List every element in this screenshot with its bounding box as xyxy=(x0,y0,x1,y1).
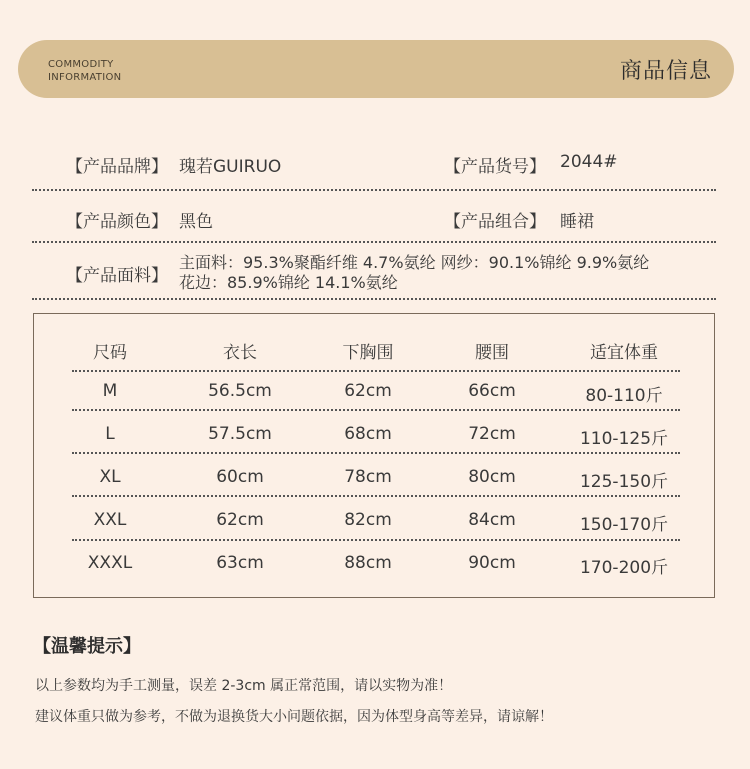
brand-value: 瑰若GUIRUO xyxy=(179,157,282,177)
table-divider xyxy=(72,409,680,411)
fabric-value xyxy=(179,253,649,293)
table-cell: M xyxy=(102,381,118,401)
table-row xyxy=(72,467,680,492)
table-cell: 62cm xyxy=(344,381,392,401)
combo-label: 【产品组合】 xyxy=(444,212,546,232)
table-cell: 68cm xyxy=(344,424,392,444)
table-cell: 82cm xyxy=(344,510,392,530)
table-cell: 80cm xyxy=(468,467,516,487)
table-cell: XL xyxy=(99,467,121,487)
table-cell: XXXL xyxy=(87,553,133,573)
table-row xyxy=(72,424,680,449)
tips-title: 【温馨提示】 xyxy=(33,636,141,657)
table-cell: 72cm xyxy=(468,424,516,444)
divider xyxy=(32,189,716,191)
table-cell: 56.5cm xyxy=(208,381,272,401)
table-cell: 88cm xyxy=(344,553,392,573)
table-header-row xyxy=(72,338,680,363)
table-divider xyxy=(72,539,680,541)
divider xyxy=(32,298,716,300)
table-header-cell: 衣长 xyxy=(223,343,257,363)
info-banner xyxy=(18,40,734,98)
tip-line: 以上参数均为手工测量，误差 2-3cm 属正常范围，请以实物为准！ xyxy=(35,678,453,694)
fabric-line2: 花边：85.9%锦纶 14.1%氨纶 xyxy=(179,273,398,292)
size-table xyxy=(33,313,715,598)
table-row xyxy=(72,553,680,578)
table-cell: 80-110斤 xyxy=(585,386,663,406)
table-cell: 62cm xyxy=(216,510,264,530)
table-row xyxy=(72,510,680,535)
table-cell: XXL xyxy=(93,510,127,530)
brand-label: 【产品品牌】 xyxy=(66,157,168,177)
table-cell: 57.5cm xyxy=(208,424,272,444)
banner-en-line2: INFORMATION xyxy=(48,72,122,83)
table-header-cell: 下胸围 xyxy=(342,343,394,363)
table-header-cell: 适宜体重 xyxy=(590,343,658,363)
table-row xyxy=(72,381,680,406)
fabric-line1: 主面料：95.3%聚酯纤维 4.7%氨纶 网纱：90.1%锦纶 9.9%氨纶 xyxy=(179,253,650,272)
table-header-cell: 尺码 xyxy=(93,343,127,363)
sku-value: 2044# xyxy=(560,152,618,172)
fabric-label: 【产品面料】 xyxy=(66,266,168,286)
table-cell: 78cm xyxy=(344,467,392,487)
table-cell: 110-125斤 xyxy=(579,429,669,449)
table-cell: 63cm xyxy=(216,553,264,573)
sku-label: 【产品货号】 xyxy=(444,157,546,177)
table-header-cell: 腰围 xyxy=(475,343,509,363)
table-cell: 84cm xyxy=(468,510,516,530)
table-cell: 125-150斤 xyxy=(579,472,669,492)
table-cell: L xyxy=(105,424,115,444)
table-divider xyxy=(72,495,680,497)
banner-title: 商品信息 xyxy=(619,59,712,84)
table-cell: 60cm xyxy=(216,467,264,487)
table-cell: 90cm xyxy=(468,553,516,573)
table-cell: 66cm xyxy=(468,381,516,401)
banner-en-line1: COMMODITY xyxy=(48,59,114,70)
color-value: 黑色 xyxy=(179,212,213,232)
combo-value: 睡裙 xyxy=(560,212,594,232)
banner-english-title xyxy=(48,58,121,84)
table-divider xyxy=(72,370,680,372)
table-cell: 150-170斤 xyxy=(579,515,669,535)
divider xyxy=(32,241,716,243)
tip-line: 建议体重只做为参考，不做为退换货大小问题依据，因为体型身高等差异，请谅解！ xyxy=(35,709,553,725)
color-label: 【产品颜色】 xyxy=(66,212,168,232)
table-divider xyxy=(72,452,680,454)
table-cell: 170-200斤 xyxy=(579,558,669,578)
